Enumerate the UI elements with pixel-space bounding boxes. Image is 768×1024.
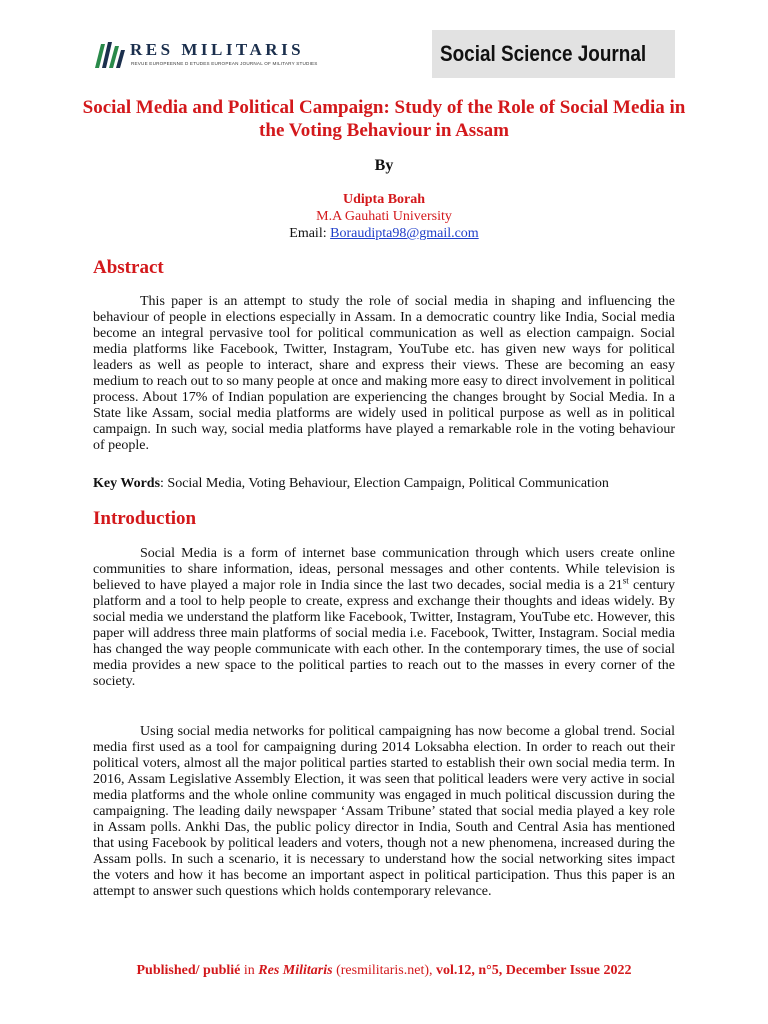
author-block xyxy=(0,191,768,242)
journal-name-box xyxy=(432,30,675,78)
intro-p1-part-1: Social Media is a form of internet base communication through which users create online communities to share information, ideas, personal messages and other contents. While television is believed to have played a major role in India since the last two decades, social media is a 21 xyxy=(93,546,675,593)
footer-published: Published/ publié xyxy=(136,963,241,978)
by-line: By xyxy=(374,157,394,174)
introduction-paragraph-2: Using social media networks for political campaigning has now become a global trend. Social media first used as a tool for campaigning during 2014 Loksabha election. In order to reach out their political voters, almost all the major political parties started to establish their own social media term. In 2016, Assam Legislative Assembly Election, it was seen that political leaders were very active in social media platforms and the whole online community was engaged in much political discussion during the campaigning. The leading daily newspaper ‘Assam Tribune’ stated that social media played a key role in Assam polls. Ankhi Das, the public policy director in India, South and Central Asia has mentioned that using Facebook by political leaders and voters, though not a new phenomena, increased during the Assam polls. In such a scenario, it is necessary to understand how the social networking sites impact the voters and how it has become an important aspect in political participation. Thus this paper is an attempt to answer such questions which holds contemporary relevance. xyxy=(93,724,675,899)
footer-site: (resmilitaris.net), xyxy=(332,963,436,978)
author-affiliation: M.A Gauhati University xyxy=(316,209,452,224)
introduction-heading: Introduction xyxy=(93,508,197,529)
footer-journal: Res Militaris xyxy=(258,963,333,978)
author-name: Udipta Borah xyxy=(342,192,426,207)
logo-mark-icon xyxy=(93,38,127,72)
page-header xyxy=(0,0,768,90)
keywords-label: Key Words xyxy=(93,476,161,491)
footer-issue: vol.12, n°5, December Issue 2022 xyxy=(436,963,632,978)
keywords-line xyxy=(93,476,675,492)
email-label: Email: xyxy=(289,226,331,241)
footer-in: in xyxy=(240,963,259,978)
intro-p1-part-2: century platform and a tool to help people to create, express and exchange their thoughts and ideas widely. By social media we understand the platform like Facebook, Twitter, Instagram, YouTube etc. However, this paper will address three main platforms of social media i.e. Facebook, Twitter, Instagram. Social media has changed the way people communicate with each other. In the contemporary times, the use of social media provides a new space to the political parties to reach out to the masses in every corner of the society. xyxy=(93,578,675,689)
paper-title: Social Media and Political Campaign: Study of the Role of Social Media in the Voting Behaviour in Assam xyxy=(82,97,686,141)
abstract-heading: Abstract xyxy=(93,257,164,278)
author-email-line xyxy=(0,225,768,242)
res-militaris-logo xyxy=(93,38,333,72)
journal-name: Social Science Journal xyxy=(440,41,647,66)
abstract-text: This paper is an attempt to study the role of social media in shaping and influencing the behaviour of people in elections especially in Assam. In a democratic country like India, Social media become an integral pervasive tool for political communication as well as election campaign. Social media platforms like Facebook, Twitter, Instagram, YouTube etc. has given new ways for political leaders as well as people to interact, share and express their views. These are becoming an easy medium to reach out to so many people at once and making more easy to direct involvement in political process. About 17% of Indian population are experiencing the changes brought by Social Media. In a State like Assam, social media platforms are widely used in political purpose as well as in political campaign. In such way, social media platforms have played a remarkable role in the voting behaviour of people. xyxy=(93,294,675,453)
publication-footer xyxy=(0,963,768,979)
logo-title: RES MILITARIS xyxy=(130,40,305,59)
email-link[interactable]: Boraudipta98@gmail.com xyxy=(330,226,479,241)
keywords-text: : Social Media, Voting Behaviour, Election Campaign, Political Communication xyxy=(160,476,609,491)
introduction-paragraph-1 xyxy=(93,546,675,690)
logo-subtitle: REVUE EUROPEENNE D ETUDES EUROPEAN JOURNAL OF MILITARY STUDIES xyxy=(131,61,318,66)
intro-p1-superscript: st xyxy=(622,575,629,586)
